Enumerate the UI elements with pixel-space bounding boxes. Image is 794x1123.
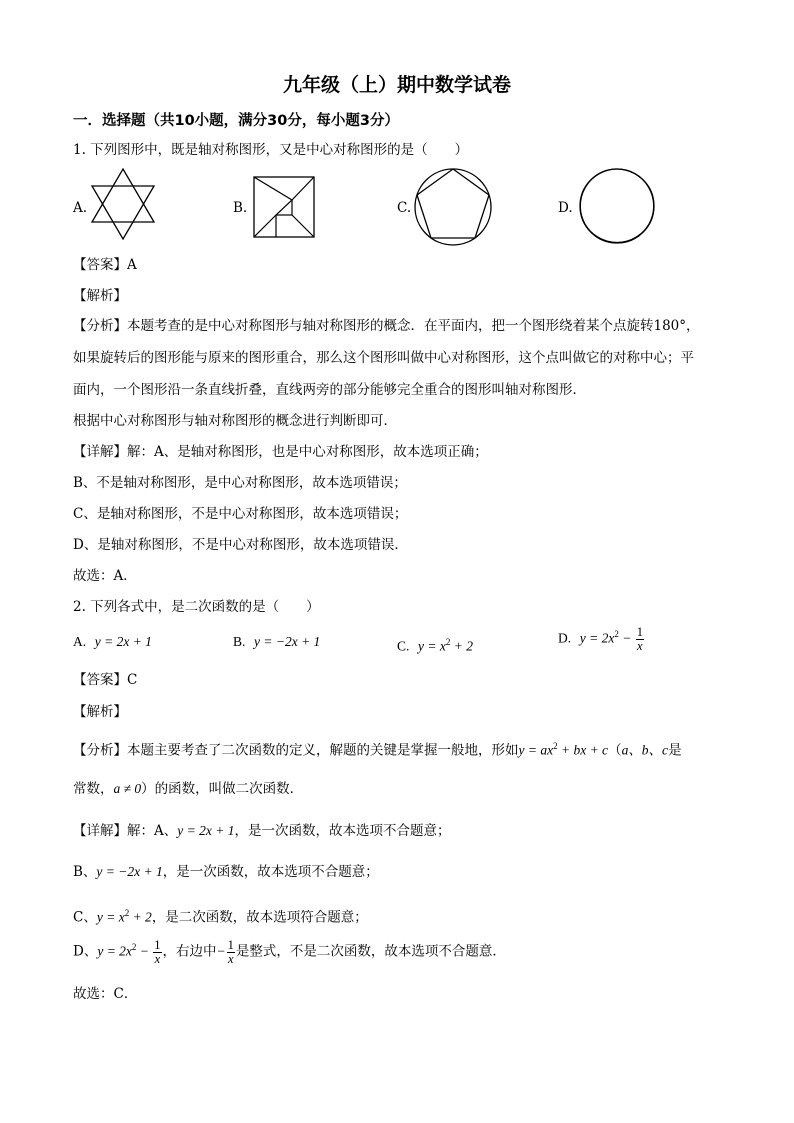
q2-option-c: C. $y = x^2 + 2$: [397, 637, 473, 654]
q1-analysis-line: 【详解】解：A、是轴对称图形，也是中心对称图形，故本选项正确；: [73, 444, 488, 460]
q2-detail-c: C、$y = x^2 + 2$，是二次函数，故本选项符合题意；: [73, 908, 368, 926]
q1-analysis-line: C、是轴对称图形，不是中心对称图形，故本选项错误；: [73, 506, 408, 522]
q2-detail-a: 【详解】解：A、y = 2x + 1，是一次函数，故本选项不合题意；: [73, 823, 451, 839]
q1-option-a-label: A.: [73, 200, 88, 216]
q1-conclusion: 故选：A．: [73, 568, 137, 584]
q2-detail-d: D、$y = 2x^2$ − $\frac{1}{x}$ ，右边中− $\frac{1}{x}$ 是整式，不是二次函数，故本选项不合题意．: [73, 937, 506, 966]
q2-analysis-line-1: 【分析】本题主要考查了二次函数的定义，解题的关键是掌握一般地，形如$y = ax^2$ + bx + c（a、b、c是: [73, 741, 682, 759]
q1-analysis-line: 【分析】本题考查的是中心对称图形与轴对称图形的概念．在平面内，把一个图形绕着某个点旋转180°，: [73, 318, 700, 334]
q1-analysis-tag: 【解析】: [73, 288, 127, 304]
fraction: $\frac{1}{x}$: [636, 624, 643, 653]
q1-analysis-line: D、是轴对称图形，不是中心对称图形，故本选项错误．: [73, 537, 408, 553]
q2-analysis-line-2: 常数，a ≠ 0）的函数，叫做二次函数．: [73, 781, 304, 797]
fraction: $\frac{1}{x}$: [227, 937, 234, 966]
question-1-stem: 1. 下列图形中，既是轴对称图形，又是中心对称图形的是（ ）: [73, 142, 469, 158]
q2-detail-b: B、y = −2x + 1，是一次函数，故本选项不合题意；: [73, 864, 379, 880]
q1-analysis-line: 面内，一个图形沿一条直线折叠，直线两旁的部分能够完全重合的图形叫轴对称图形．: [73, 382, 586, 398]
six-pointed-star-figure: [88, 166, 160, 242]
q2-option-d: D. $y = 2x^2$ − $\frac{1}{x}$: [558, 624, 643, 653]
q2-option-a: A. y = 2x + 1: [73, 634, 152, 649]
q1-analysis-line: B、不是轴对称图形，是中心对称图形，故本选项错误；: [73, 475, 407, 491]
q2-option-b: B. y = −2x + 1: [233, 634, 321, 649]
q1-analysis-line: 根据中心对称图形与轴对称图形的概念进行判断即可．: [73, 413, 397, 429]
fraction: $\frac{1}{x}$: [154, 937, 161, 966]
three-arcs-in-circle-figure: [577, 166, 657, 246]
page-title: 九年级（上）期中数学试卷: [282, 74, 511, 96]
section-heading: 一．选择题（共10小题，满分30分，每小题3分）: [73, 113, 399, 129]
question-2-stem: 2. 下列各式中，是二次函数的是（ ）: [73, 599, 320, 615]
q1-option-d-label: D.: [558, 200, 573, 216]
q2-conclusion: 故选：C．: [73, 986, 138, 1002]
pentagon-in-circle-figure: [412, 166, 494, 248]
q2-analysis-tag: 【解析】: [73, 704, 127, 720]
square-pinwheel-figure: [252, 175, 316, 239]
q1-option-b-label: B.: [233, 200, 248, 216]
q1-answer: 【答案】A: [73, 257, 137, 273]
q1-option-c-label: C.: [397, 200, 412, 216]
q1-analysis-line: 如果旋转后的图形能与原来的图形重合，那么这个图形叫做中心对称图形，这个点叫做它的对称中心；平: [73, 350, 694, 366]
q2-answer: 【答案】C: [73, 672, 138, 688]
